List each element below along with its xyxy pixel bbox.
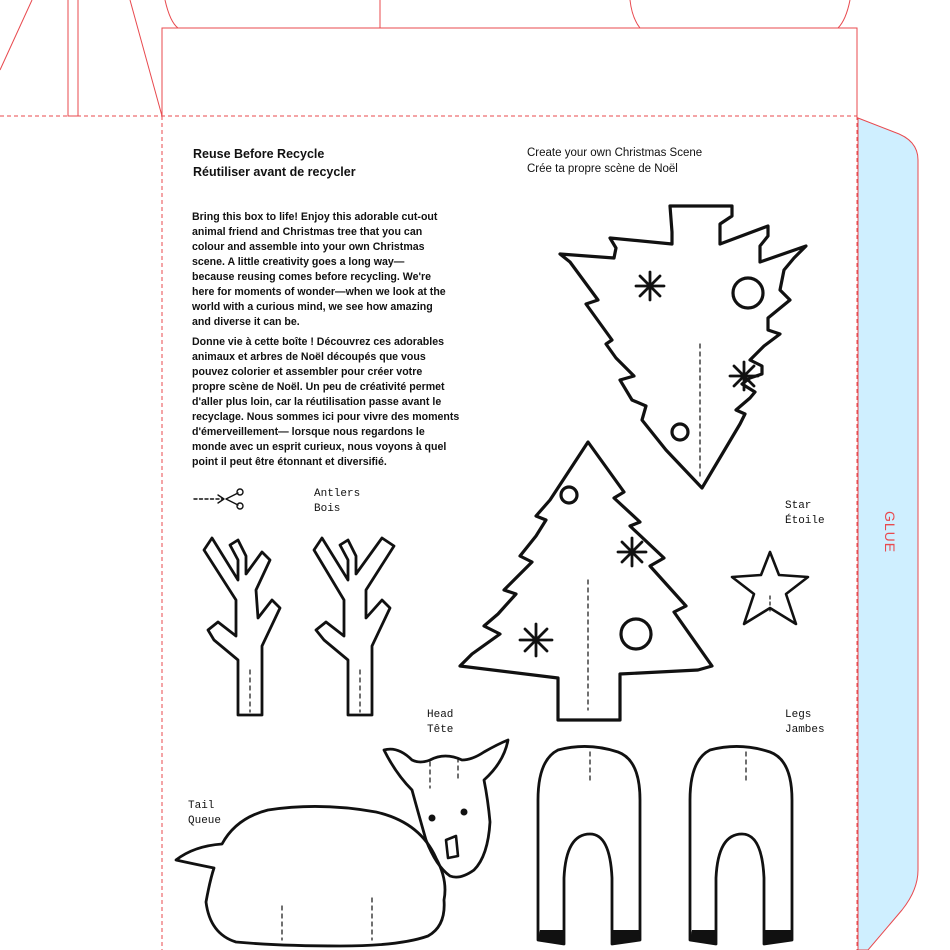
tree-upside-down-cutout <box>560 206 806 488</box>
paragraph-line: animaux et arbres de Noël découpés que vous <box>192 351 426 363</box>
paragraph-line: world with a curious mind, we see how amazing <box>192 301 433 313</box>
snowflake-icon <box>730 362 758 390</box>
ornament-circle <box>733 278 763 308</box>
top-flap-center <box>130 0 162 116</box>
paragraph-line: Donne vie à cette boîte ! Découvrez ces adorables <box>192 336 444 348</box>
paragraph-line: d'aller plus loin, car la réutilisation passe avant le <box>192 396 442 408</box>
snowflake-icon <box>618 538 646 566</box>
paragraph-line: Bring this box to life! Enjoy this adorable cut-out <box>192 211 438 223</box>
star-label-en: Star <box>785 500 812 512</box>
top-flap-arc-2 <box>838 0 850 28</box>
top-flap-tick-2 <box>630 0 640 28</box>
intro-paragraph-en <box>192 210 492 330</box>
leg-outline <box>538 746 640 944</box>
scissors-icon <box>194 489 243 509</box>
intro-heading-en: Reuse Before Recycle <box>193 147 325 161</box>
leg-outline <box>690 746 792 944</box>
eye <box>461 809 468 816</box>
antler-outline <box>204 538 280 715</box>
star-label-fr: Étoile <box>785 515 825 527</box>
antlers-label-en: Antlers <box>314 488 361 500</box>
paragraph-line: monde avec un esprit curieux, nous voyons à quel <box>192 441 447 453</box>
ornament-circle <box>621 619 651 649</box>
paragraph-line: here for moments of wonder—when we look at the <box>192 286 446 298</box>
snout <box>446 836 458 858</box>
antlers-label-fr: Bois <box>314 503 341 515</box>
legs-label-fr: Jambes <box>785 724 825 736</box>
paragraph-line: propre scène de Noël. Un peu de créativité permet <box>192 381 445 393</box>
paragraph-line: pouvez colorier et assembler pour créer votre <box>192 366 423 378</box>
antler-cutout-right <box>314 538 394 715</box>
antler-cutout-left <box>204 538 280 715</box>
top-flap-left <box>0 0 32 70</box>
head-cutout <box>384 740 508 877</box>
snowflake-icon <box>520 624 552 656</box>
top-panel-outline <box>162 28 857 116</box>
legs-cutout-right <box>690 746 792 944</box>
paragraph-line: recyclage. Nous sommes ici pour vivre des moments <box>192 411 460 423</box>
paragraph-line: animal friend and Christmas tree that you can <box>192 226 423 238</box>
scene-title-en: Create your own Christmas Scene <box>527 147 703 159</box>
paragraph-line: and diverse it can be. <box>192 316 300 328</box>
tail-label-en: Tail <box>188 800 215 812</box>
glue-label: GLUE <box>882 510 898 554</box>
scene-title-fr: Crée ta propre scène de Noël <box>527 163 678 175</box>
star-outline <box>732 552 808 624</box>
tree-upright-cutout <box>460 442 712 720</box>
paragraph-line: d'émerveillement— lorsque nous regardons le <box>192 426 425 438</box>
legs-cutout-left <box>538 746 640 944</box>
intro-paragraph-fr <box>192 335 492 470</box>
head-label-en: Head <box>427 709 454 721</box>
top-flap-left-tab <box>68 0 78 116</box>
legs-label-en: Legs <box>785 709 812 721</box>
head-label-fr: Tête <box>427 724 454 736</box>
ornament-circle-small <box>672 424 688 440</box>
head-outline <box>384 740 508 877</box>
star-cutout <box>732 552 808 624</box>
paragraph-line: point il peut être étonnant et diversifié. <box>192 456 387 468</box>
antler-outline <box>314 538 394 715</box>
tree-upside-down-outline <box>560 206 806 488</box>
tree-upright-outline <box>460 442 712 720</box>
snowflake-icon <box>636 272 664 300</box>
paragraph-line: because reusing comes before recycling. We're <box>192 271 432 283</box>
paragraph-line: scene. A little creativity goes a long way— <box>192 256 405 268</box>
paragraph-line: colour and assemble into your own Christmas <box>192 241 425 253</box>
ornament-circle-small <box>561 487 577 503</box>
eye <box>429 815 436 822</box>
tail-label-fr: Queue <box>188 815 222 827</box>
intro-heading-fr: Réutiliser avant de recycler <box>193 165 356 179</box>
top-flap-arc-1 <box>165 0 178 28</box>
